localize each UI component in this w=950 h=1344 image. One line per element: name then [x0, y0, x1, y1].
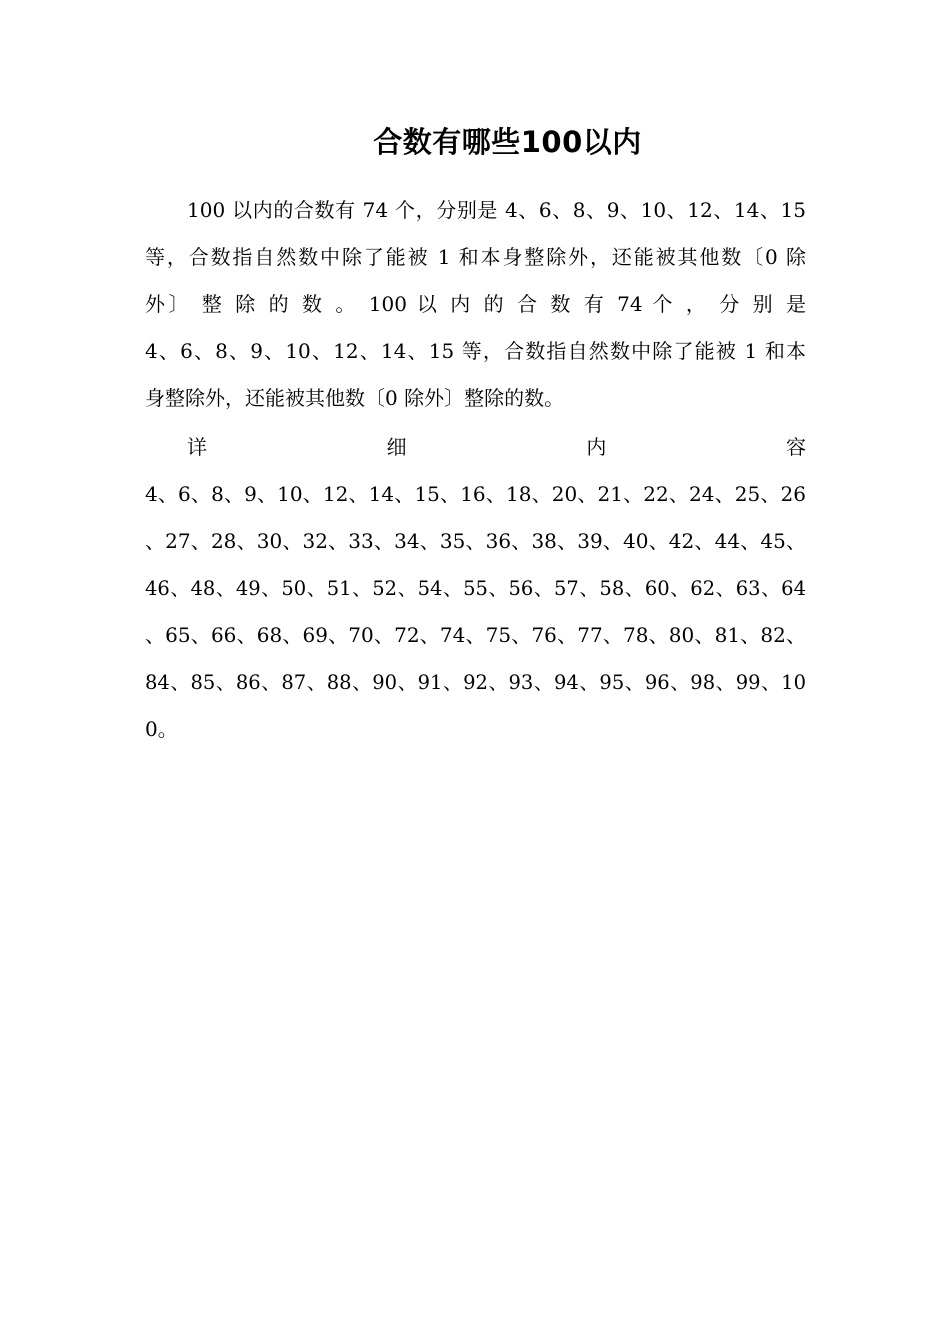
details-heading-line: 详 细 内 容	[187, 435, 806, 459]
paragraph-line: 身整除外，还能被其他数〔0 除外〕整除的数。	[145, 386, 565, 410]
paragraph-line: 外〕 整 除 的 数 。 100 以 内 的 合 数 有 74 个 ， 分 别 是	[145, 292, 806, 316]
number-list-line: 、27、28、30、32、33、34、35、36、38、39、40、42、44、45、	[145, 529, 806, 553]
number-list-line: 0。	[145, 717, 178, 741]
paragraph-line: 等，合数指自然数中除了能被 1 和本身整除外，还能被其他数〔0 除	[145, 245, 806, 269]
paragraph-line: 4、6、8、9、10、12、14、15 等，合数指自然数中除了能被 1 和本	[145, 339, 806, 363]
number-list-line: 84、85、86、87、88、90、91、92、93、94、95、96、98、99、10	[145, 671, 806, 694]
number-list-line: 4、6、8、9、10、12、14、15、16、18、20、21、22、24、25、26	[145, 482, 806, 506]
paragraph-line: 100 以内的合数有 74 个，分别是 4、6、8、9、10、12、14、15	[187, 198, 806, 222]
document-title: 合数有哪些100以内	[373, 125, 642, 159]
number-list-line: 46、48、49、50、51、52、54、55、56、57、58、60、62、63、64	[145, 577, 806, 600]
intro-paragraph	[145, 187, 806, 422]
number-list-line: 、65、66、68、69、70、72、74、75、76、77、78、80、81、82、	[145, 623, 806, 647]
details-paragraph	[145, 424, 806, 753]
